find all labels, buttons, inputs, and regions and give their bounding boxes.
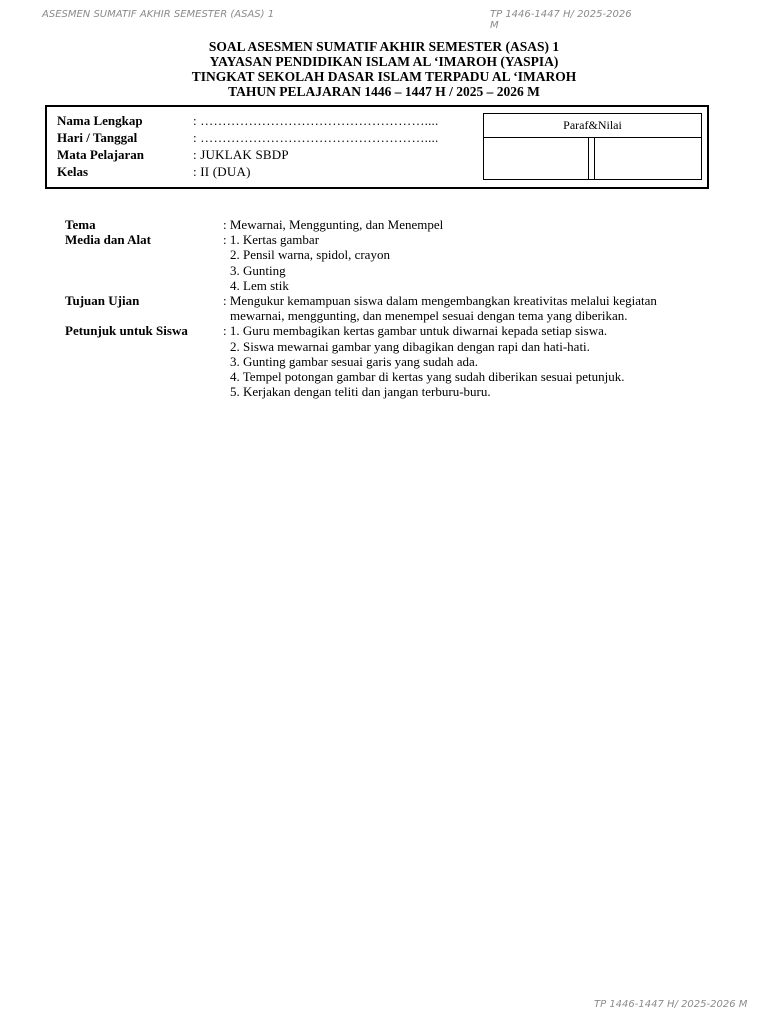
info-label: Tujuan Ujian	[65, 293, 140, 309]
info-row-objective	[65, 293, 745, 323]
identity-label: Hari / Tanggal	[57, 130, 138, 145]
info-line: 3. Gunting	[230, 262, 286, 278]
identity-label: Nama Lengkap	[57, 113, 143, 128]
student-identity-box	[45, 105, 709, 189]
info-line: : Mengukur kemampuan siswa dalam mengembangkan kreativitas melalui kegiatan	[223, 293, 657, 309]
exam-info	[65, 217, 745, 399]
info-row-theme	[65, 217, 745, 232]
info-line: : 1. Kertas gambar	[223, 232, 320, 248]
info-line: 4. Lem stik	[230, 277, 289, 293]
document-title	[0, 39, 768, 99]
running-header-left: ASESMEN SUMATIF AKHIR SEMESTER (ASAS) 1	[42, 9, 275, 20]
title-line: TINGKAT SEKOLAH DASAR ISLAM TERPADU AL ‘IMAROH	[191, 69, 577, 84]
info-line: 3. Gunting gambar sesuai garis yang sudah ada.	[230, 353, 479, 369]
date-field: : ……………………………………………....	[193, 130, 439, 145]
title-line: TAHUN PELAJARAN 1446 – 1447 H / 2025 – 2026 M	[228, 84, 540, 99]
info-row-media	[65, 232, 745, 293]
info-line: : Mewarnai, Menggunting, dan Menempel	[223, 217, 444, 232]
identity-label: Mata Pelajaran	[57, 147, 145, 162]
subject-value: : JUKLAK SBDP	[193, 147, 289, 162]
running-header	[42, 9, 638, 31]
info-line: 4. Tempel potongan gambar di kertas yang sudah diberikan sesuai petunjuk.	[230, 369, 625, 385]
info-label: Media dan Alat	[65, 232, 151, 248]
title-line: YAYASAN PENDIDIKAN ISLAM AL ‘IMAROH (YASPIA)	[209, 54, 559, 69]
score-box-label: Paraf&Nilai	[484, 114, 701, 138]
info-line: mewarnai, menggunting, dan menempel sesuai dengan tema yang diberikan.	[230, 308, 628, 324]
class-value: : II (DUA)	[193, 164, 251, 179]
running-footer: TP 1446-1447 H/ 2025-2026 M	[594, 999, 748, 1010]
identity-label: Kelas	[57, 164, 89, 179]
info-row-instructions	[65, 323, 745, 399]
signature-score-box	[483, 113, 702, 180]
info-label: Tema	[65, 217, 96, 232]
title-line: SOAL ASESMEN SUMATIF AKHIR SEMESTER (ASAS) 1	[208, 39, 560, 54]
info-line: 2. Pensil warna, spidol, crayon	[230, 247, 390, 263]
info-line: : 1. Guru membagikan kertas gambar untuk diwarnai kepada setiap siswa.	[223, 323, 608, 339]
info-label: Petunjuk untuk Siswa	[65, 323, 188, 339]
info-line: 2. Siswa mewarnai gambar yang dibagikan dengan rapi dan hati-hati.	[230, 338, 590, 354]
running-header-right: TP 1446-1447 H/ 2025-2026 M	[490, 9, 632, 31]
name-field: : ……………………………………………....	[193, 113, 439, 128]
info-line: 5. Kerjakan dengan teliti dan jangan terburu-buru.	[230, 384, 491, 400]
score-divider	[594, 137, 595, 179]
score-divider	[588, 137, 589, 179]
